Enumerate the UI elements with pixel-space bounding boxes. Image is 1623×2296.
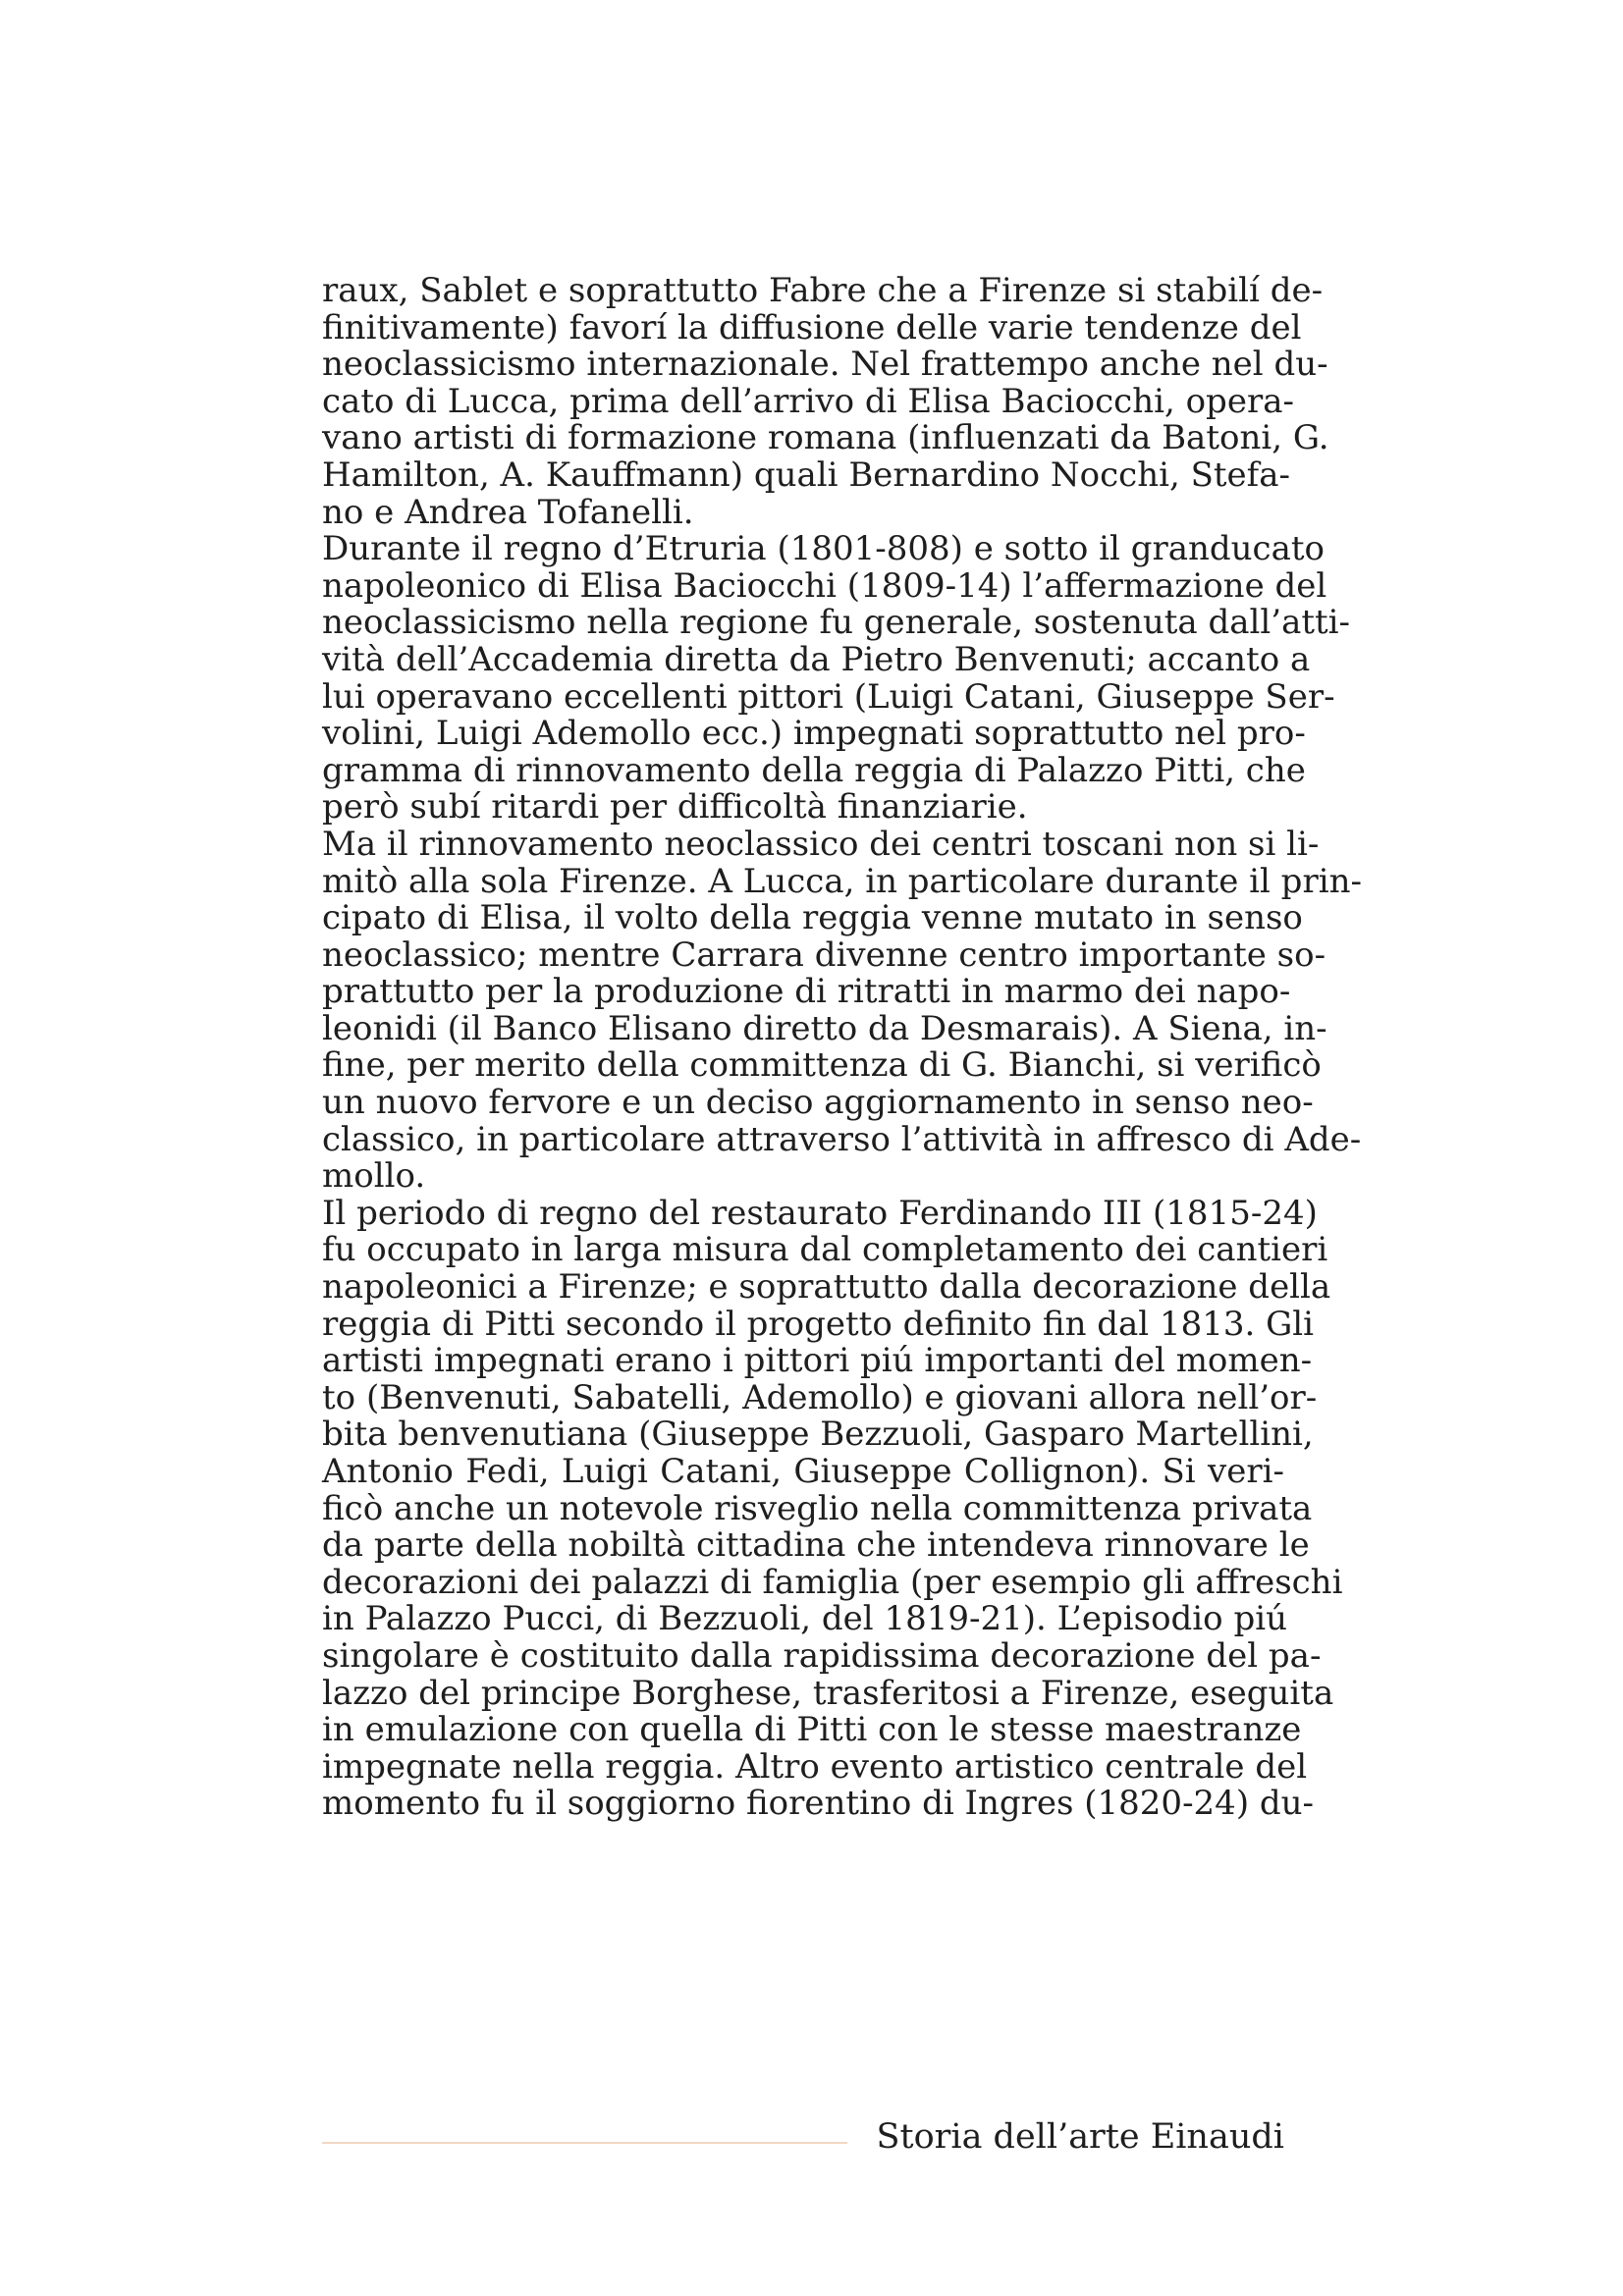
text-line: volini, Luigi Ademollo ecc.) impegnati soprattutto nel pro-: [322, 714, 1306, 754]
text-line: prattutto per la produzione di ritratti in marmo dei napo-: [322, 972, 1291, 1012]
text-line: napoleonico di Elisa Baciocchi (1809-14) l’affermazione del: [322, 565, 1327, 606]
text-line: leonidi (il Banco Elisano diretto da Desmarais). A Siena, in-: [322, 1008, 1327, 1048]
text-line: gramma di rinnovamento della reggia di Palazzo Pitti, che: [322, 750, 1306, 790]
footer-divider: [322, 2142, 847, 2144]
text-line: lui operavano eccellenti pittori (Luigi Catani, Giuseppe Ser-: [322, 676, 1335, 717]
text-line: artisti impegnati erano i pittori piú importanti del momen-: [322, 1341, 1313, 1381]
body-text: [322, 271, 1362, 1824]
text-line: to (Benvenuti, Sabatelli, Ademollo) e giovani allora nell’or-: [322, 1377, 1318, 1417]
text-line: però subí ritardi per difficoltà finanziarie.: [322, 787, 1028, 828]
text-line: mollo.: [322, 1156, 426, 1197]
text-line: vano artisti di formazione romana (influenzati da Batoni, G.: [322, 418, 1329, 458]
text-line: un nuovo fervore e un deciso aggiornamento in senso neo-: [322, 1083, 1314, 1123]
text-line: neoclassicismo nella regione fu generale, sostenuta dall’atti-: [322, 603, 1351, 643]
text-line: vità dell’Accademia diretta da Pietro Benvenuti; accanto a: [322, 639, 1311, 679]
text-line: cipato di Elisa, il volto della reggia venne mutato in senso: [322, 898, 1303, 938]
text-line: finitivamente) favorí la diffusione delle varie tendenze del: [322, 307, 1302, 347]
text-line: fine, per merito della committenza di G. Bianchi, si verificò: [322, 1045, 1322, 1086]
text-line: decorazioni dei palazzi di famiglia (per esempio gli affreschi: [322, 1562, 1343, 1602]
page-footer: [322, 2112, 1284, 2162]
text-line: Antonio Fedi, Luigi Catani, Giuseppe Collignon). Si veri-: [322, 1452, 1284, 1491]
text-line: neoclassico; mentre Carrara divenne centro importante so-: [322, 934, 1326, 975]
text-line: classico, in particolare attraverso l’attività in affresco di Ade-: [322, 1119, 1362, 1159]
text-line: in Palazzo Pucci, di Bezzuoli, del 1819-21). L’episodio piú: [322, 1599, 1287, 1639]
text-line: bita benvenutiana (Giuseppe Bezzuoli, Gasparo Martellini,: [322, 1415, 1314, 1455]
text-line: Hamilton, A. Kauffmann) quali Bernardino Nocchi, Stefa-: [322, 454, 1291, 495]
text-line: ficò anche un notevole risveglio nella committenza privata: [322, 1488, 1313, 1528]
text-line: momento fu il soggiorno fiorentino di Ingres (1820-24) du-: [322, 1784, 1315, 1824]
footer-title: Storia dell’arte Einaudi: [876, 2117, 1284, 2157]
text-line: neoclassicismo internazionale. Nel frattempo anche nel du-: [322, 345, 1328, 385]
text-line: Il periodo di regno del restaurato Ferdinando III (1815-24): [322, 1193, 1318, 1233]
text-line: no e Andrea Tofanelli.: [322, 492, 694, 532]
text-line: fu occupato in larga misura dal completamento dei cantieri: [322, 1230, 1328, 1270]
text-line: da parte della nobiltà cittadina che intendeva rinnovare le: [322, 1525, 1310, 1566]
text-line: Durante il regno d’Etruria (1801-808) e sotto il granducato: [322, 529, 1325, 569]
text-line: napoleonici a Firenze; e soprattutto dalla decorazione della: [322, 1267, 1331, 1308]
text-line: singolare è costituito dalla rapidissima decorazione del pa-: [322, 1635, 1322, 1676]
text-line: impegnate nella reggia. Altro evento artistico centrale del: [322, 1746, 1308, 1787]
text-line: mitò alla sola Firenze. A Lucca, in particolare durante il prin-: [322, 861, 1362, 901]
text-line: lazzo del principe Borghese, trasferitosi a Firenze, eseguita: [322, 1673, 1334, 1713]
text-line: raux, Sablet e soprattutto Fabre che a Firenze si stabilí de-: [322, 271, 1324, 310]
text-line: in emulazione con quella di Pitti con le stesse maestranze: [322, 1710, 1302, 1750]
text-line: cato di Lucca, prima dell’arrivo di Elisa Baciocchi, opera-: [322, 381, 1294, 421]
text-line: reggia di Pitti secondo il progetto definito fin dal 1813. Gli: [322, 1304, 1315, 1344]
text-line: Ma il rinnovamento neoclassico dei centri toscani non si li-: [322, 824, 1320, 864]
